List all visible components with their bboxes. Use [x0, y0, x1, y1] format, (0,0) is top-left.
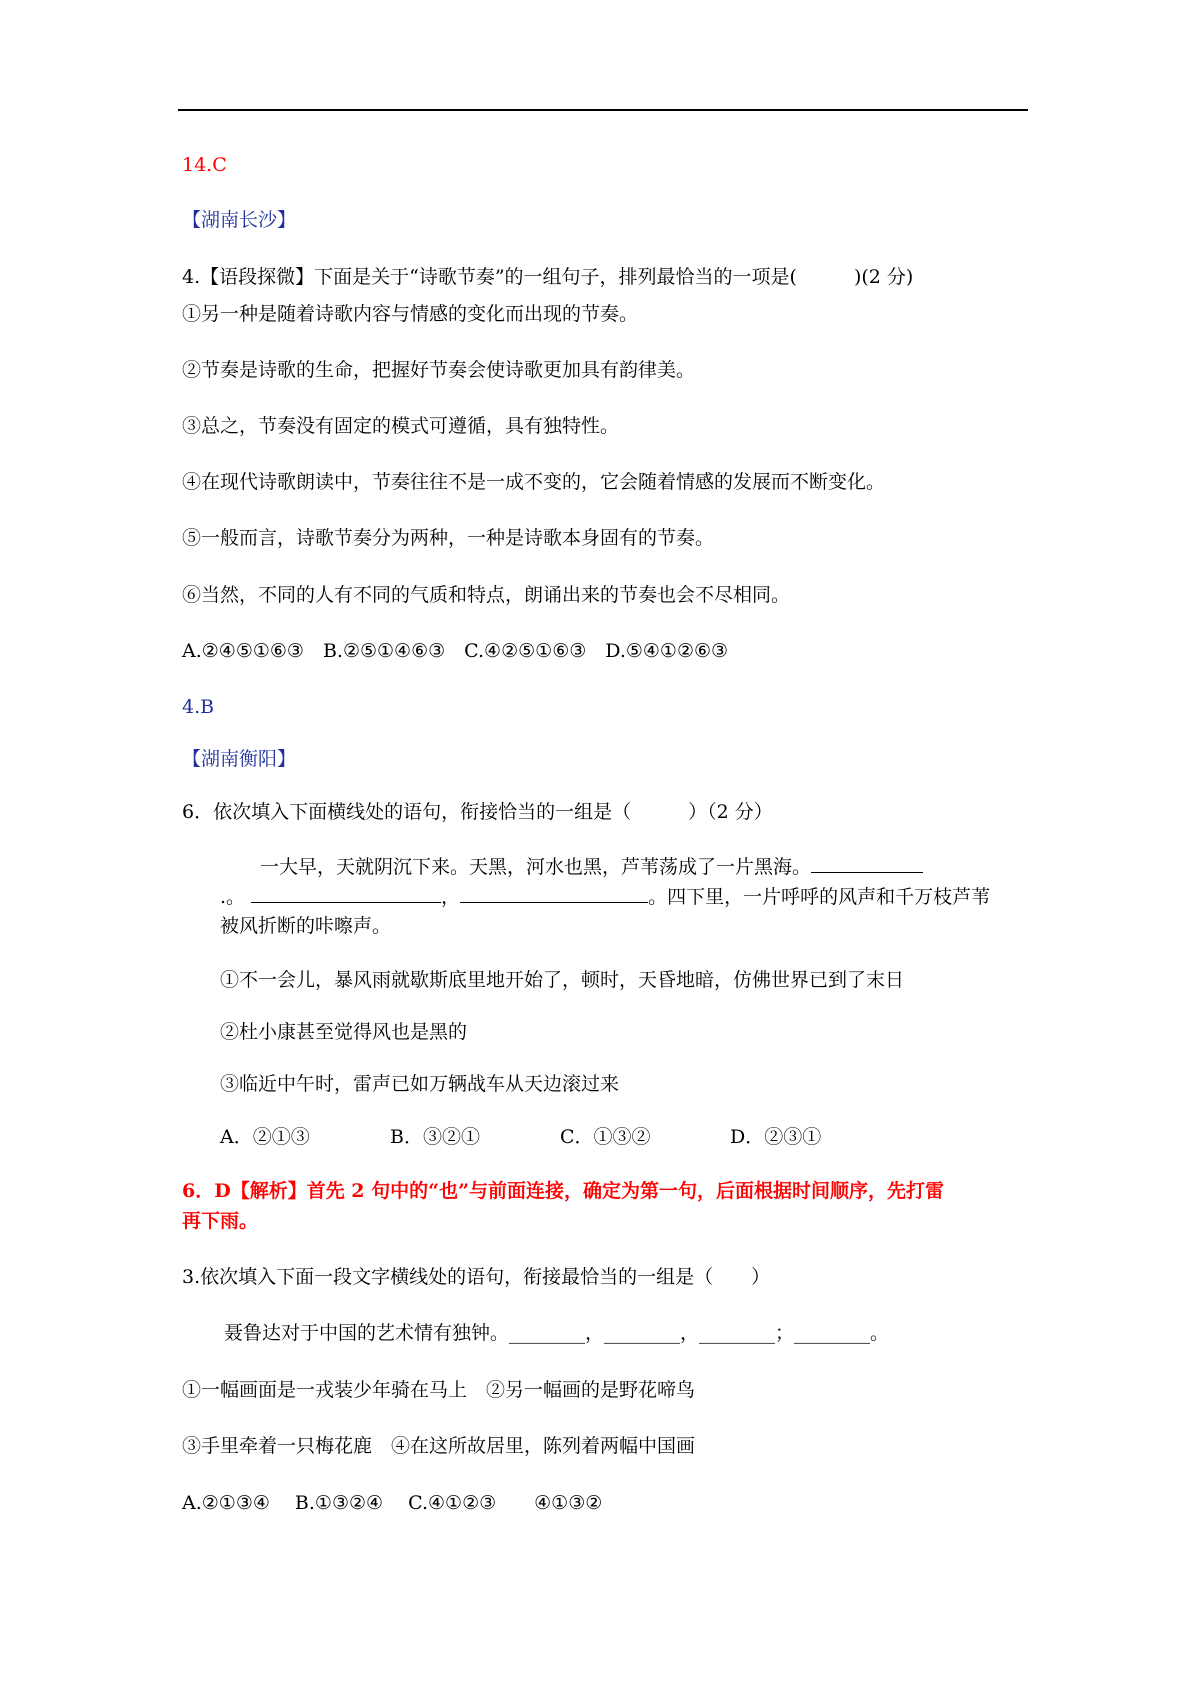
q6-sentence-2: ②杜小康甚至觉得风也是黑的	[220, 1021, 468, 1043]
q4-sentence-4: ④在现代诗歌朗读中，节奏往往不是一成不变的，它会随着情感的发展而不断变化。	[182, 471, 886, 493]
q3-sentences-1-2: ①一幅画面是一戎装少年骑在马上 ②另一幅画的是野花啼鸟	[182, 1379, 696, 1401]
q6-stem: 6．依次填入下面横线处的语句，衔接恰当的一组是（ ）（2 分）	[182, 801, 773, 823]
q6-option-d: D．②③①	[730, 1126, 822, 1148]
q4-sentence-1: ①另一种是随着诗歌内容与情感的变化而出现的节奏。	[182, 303, 639, 325]
region-tag-hengyang: 【湖南衡阳】	[182, 748, 297, 770]
q4-sentence-3: ③总之，节奏没有固定的模式可遵循，具有独特性。	[182, 415, 620, 437]
q4-sentence-5: ⑤一般而言，诗歌节奏分为两种，一种是诗歌本身固有的节奏。	[182, 527, 715, 549]
q3-sentences-3-4: ③手里牵着一只梅花鹿 ④在这所故居里，陈列着两幅中国画	[182, 1435, 696, 1457]
q6-passage-text-2: 。四下里，一片呼呼的风声和千万枝芦苇	[648, 886, 991, 908]
region-tag-changsha: 【湖南长沙】	[182, 209, 297, 231]
q4-sentence-2: ②节奏是诗歌的生命，把握好节奏会使诗歌更加具有韵律美。	[182, 359, 696, 381]
q3-passage: 聂鲁达对于中国的艺术情有独钟。________，________，________；________。	[224, 1322, 890, 1344]
q6-option-c: C．①③②	[560, 1126, 651, 1148]
q6-option-b: B．③②①	[390, 1126, 480, 1148]
q4-options: A.②④⑤①⑥③ B.②⑤①④⑥③ C.④②⑤①⑥③ D.⑤④①②⑥③	[182, 640, 729, 662]
blank-1[interactable]	[811, 852, 923, 873]
blank-1-tail: .。	[220, 886, 246, 908]
comma-separator: ，	[441, 886, 461, 908]
answer-4: 4.B	[182, 696, 215, 718]
q6-passage-line-3: 被风折断的咔嚓声。	[220, 915, 392, 937]
q6-sentence-1: ①不一会儿，暴风雨就歇斯底里地开始了，顿时，天昏地暗，仿佛世界已到了末日	[220, 969, 905, 991]
answer-6-analysis-line-1: 6．D【解析】首先 2 句中的“也”与前面连接，确定为第一句，后面根据时间顺序，先打雷	[182, 1180, 945, 1202]
answer-14: 14.C	[182, 154, 227, 176]
q6-sentence-3: ③临近中午时，雷声已如万辆战车从天边滚过来	[220, 1073, 620, 1095]
q4-sentence-6: ⑥当然，不同的人有不同的气质和特点，朗诵出来的节奏也会不尽相同。	[182, 584, 791, 606]
blank-3[interactable]	[460, 882, 648, 903]
header-rule	[178, 109, 1028, 111]
q6-option-a: A．②①③	[220, 1126, 310, 1148]
q3-stem: 3.依次填入下面一段文字横线处的语句，衔接最恰当的一组是（ ）	[182, 1266, 771, 1288]
q6-options	[220, 1124, 821, 1150]
q6-passage-line-1	[260, 852, 923, 880]
q6-passage-text-1: 一大早，天就阴沉下来。天黑，河水也黑，芦苇荡成了一片黑海。	[260, 856, 812, 878]
q3-options: A.②①③④ B.①③②④ C.④①②③ ④①③②	[182, 1492, 603, 1514]
q4-stem: 4.【语段探微】下面是关于“诗歌节奏”的一组句子，排列最恰当的一项是( )(2 分)	[182, 266, 914, 288]
answer-6-analysis-line-2: 再下雨。	[182, 1210, 259, 1232]
q6-passage-line-2	[220, 882, 990, 910]
blank-2[interactable]	[251, 882, 441, 903]
